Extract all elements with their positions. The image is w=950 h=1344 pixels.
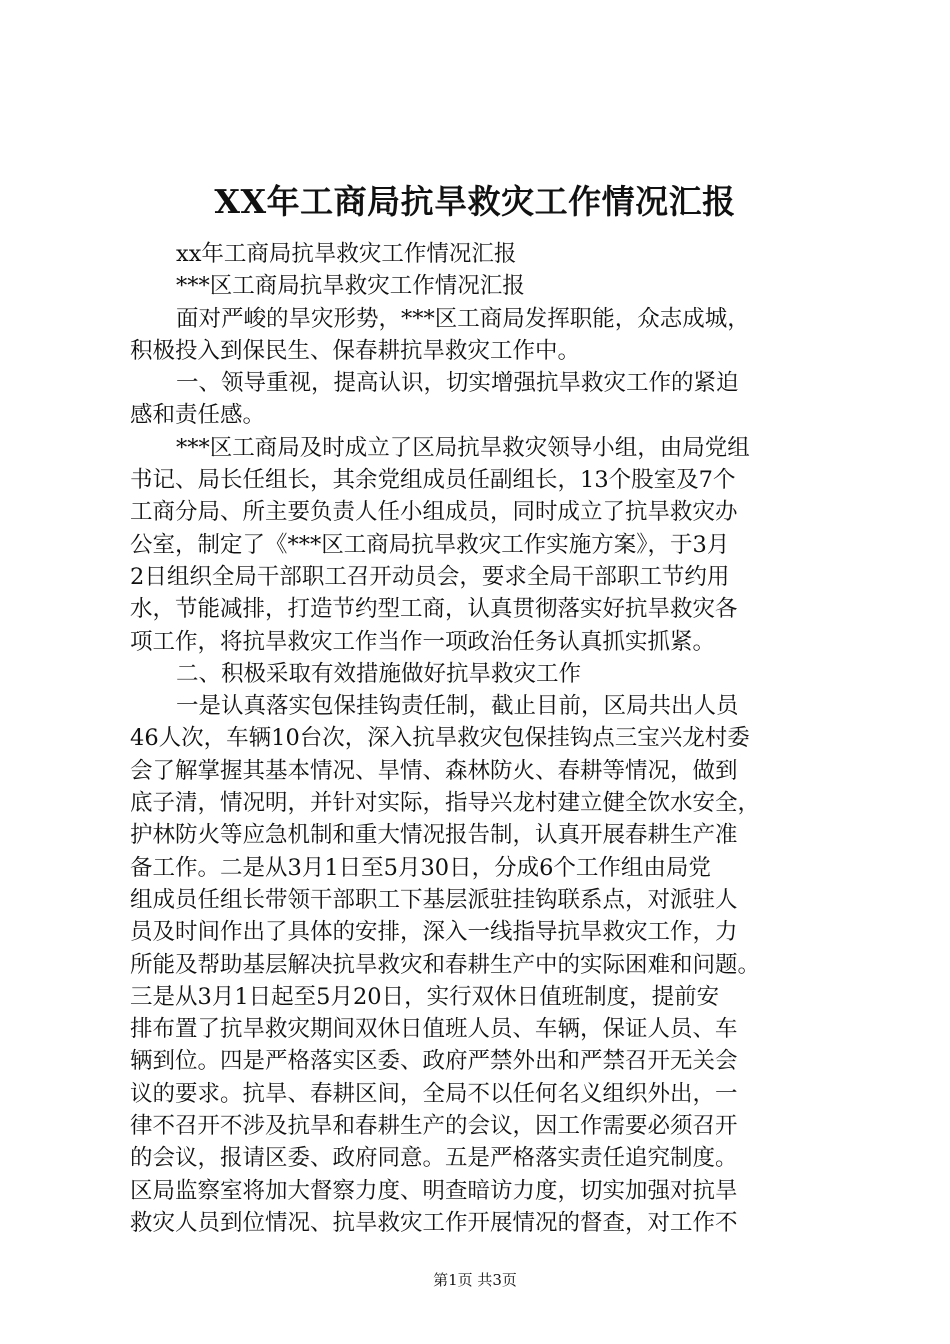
- body-line: 三是从3月1日起至5月20日，实行双休日值班制度，提前安: [130, 983, 720, 1010]
- body-line: 项工作，将抗旱救灾工作当作一项政治任务认真抓实抓紧。: [130, 628, 716, 655]
- body-line: 排布置了抗旱救灾期间双休日值班人员、车辆，保证人员、车: [130, 1016, 738, 1043]
- body-line: 护林防火等应急机制和重大情况报告制，认真开展春耕生产准: [130, 822, 738, 849]
- body-line: 的会议，报请区委、政府同意。五是严格落实责任追究制度。: [130, 1145, 738, 1172]
- body-line: 书记、局长任组长，其余党组成员任副组长，13个股室及7个: [130, 467, 736, 494]
- page-indicator: 第1页 共3页: [433, 1271, 517, 1289]
- body-line: 工商分局、所主要负责人任小组成员，同时成立了抗旱救灾办: [130, 499, 738, 526]
- body-line: 组成员任组长带领干部职工下基层派驻挂钩联系点，对派驻人: [130, 886, 738, 913]
- page-footer: [0, 1270, 950, 1290]
- body-line: 议的要求。抗旱、春耕区间，全局不以任何名义组织外出，一: [130, 1080, 738, 1107]
- body-line: 所能及帮助基层解决抗旱救灾和春耕生产中的实际困难和问题。: [130, 951, 761, 978]
- body-line: 区局监察室将加大督察力度、明查暗访力度，切实加强对抗旱: [130, 1177, 738, 1204]
- body-line: 底子清，情况明，并针对实际，指导兴龙村建立健全饮水安全，: [130, 790, 761, 817]
- body-line: 面对严峻的旱灾形势，***区工商局发挥职能，众志成城，: [176, 305, 750, 332]
- body-line: 公室，制定了《***区工商局抗旱救灾工作实施方案》，于3月: [130, 531, 730, 558]
- body-line: 员及时间作出了具体的安排，深入一线指导抗旱救灾工作，力: [130, 919, 738, 946]
- document-title: XX年工商局抗旱救灾工作情况汇报: [214, 182, 736, 221]
- body-line: ***区工商局抗旱救灾工作情况汇报: [176, 273, 525, 300]
- body-line: 二、积极采取有效措施做好抗旱救灾工作: [176, 660, 582, 687]
- body-line: 救灾人员到位情况、抗旱救灾工作开展情况的督查，对工作不: [130, 1209, 738, 1236]
- body-line: 会了解掌握其基本情况、旱情、森林防火、春耕等情况，做到: [130, 757, 738, 784]
- body-line: 水，节能减排，打造节约型工商，认真贯彻落实好抗旱救灾各: [130, 596, 738, 623]
- body-line: 2日组织全局干部职工召开动员会，要求全局干部职工节约用: [130, 563, 730, 590]
- body-line: 一、领导重视，提高认识，切实增强抗旱救灾工作的紧迫: [176, 370, 739, 397]
- body-line: 46人次，车辆10台次，深入抗旱救灾包保挂钩点三宝兴龙村委: [130, 725, 750, 752]
- body-line: 感和责任感。: [130, 402, 266, 429]
- document-body: [130, 238, 830, 1239]
- body-line: 积极投入到保民生、保春耕抗旱救灾工作中。: [130, 337, 581, 364]
- body-line: 辆到位。四是严格落实区委、政府严禁外出和严禁召开无关会: [130, 1048, 738, 1075]
- body-line: xx年工商局抗旱救灾工作情况汇报: [176, 241, 517, 267]
- body-line: ***区工商局及时成立了区局抗旱救灾领导小组，由局党组: [176, 434, 750, 461]
- body-line: 一是认真落实包保挂钩责任制，截止目前，区局共出人员: [176, 693, 739, 720]
- body-line: 律不召开不涉及抗旱和春耕生产的会议，因工作需要必须召开: [130, 1113, 738, 1140]
- body-line: 备工作。二是从3月1日至5月30日，分成6个工作组由局党: [130, 854, 711, 881]
